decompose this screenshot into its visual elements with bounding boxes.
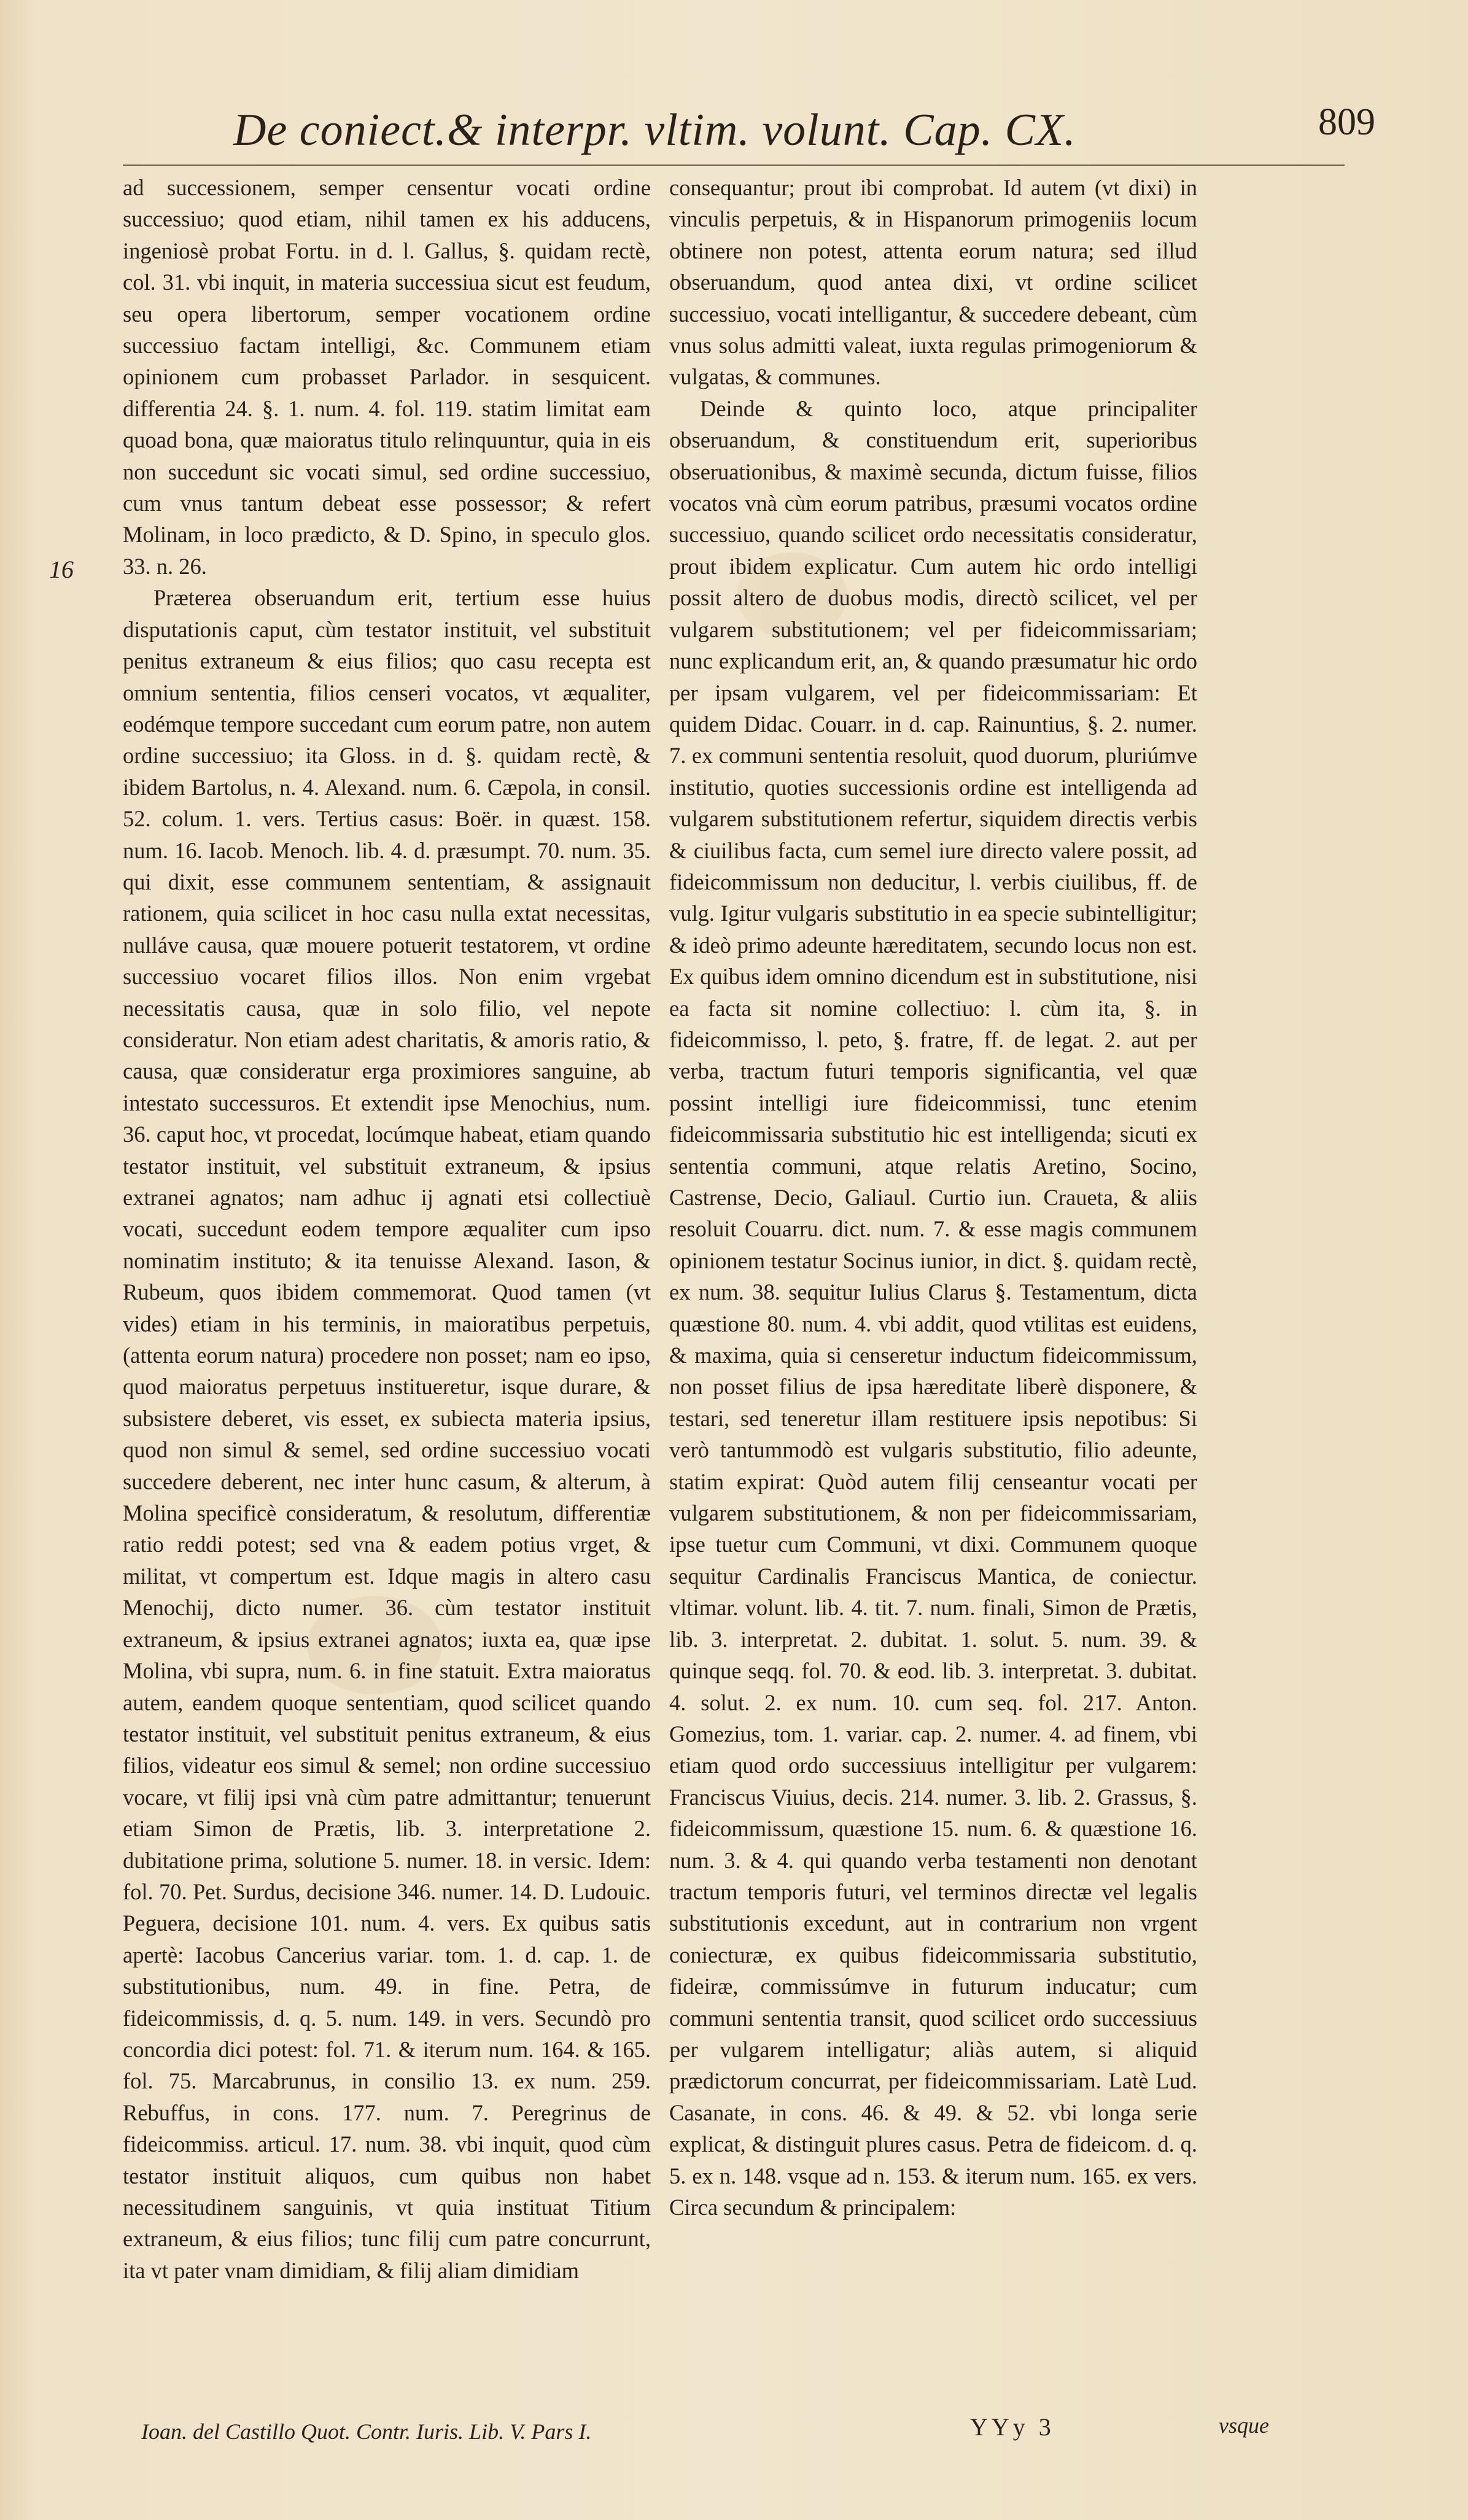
paragraph: consequantur; prout ibi comprobat. Id autem (vt dixi) in vinculis perpetuis, & in Hispanorum primogeniis locum obtinere non potest, attenta eorum natura; sed illud obseruandum, quod antea dixi, vt ordine scilicet successiuo, vocati intelligantur, & succedere debeant, cùm vnus solus admitti valeat, iuxta regulas primogeniorum & vulgatas, & communes. — [669, 175, 1197, 390]
paragraph: Deinde & quinto loco, atque principaliter obseruandum, & constituendum erit, superioribus obseruationibus, & maximè secunda, dictum fuisse, filios vocatos vnà cùm eorum patribus, præsumi vocatos ordine successiuo, quando scilicet ordo necessitatis consideratur, prout ibidem explicatur. Cum autem hic ordo intelligi possit altero de duobus modis, directò scilicet, vel per vulgarem substitutionem; vel per fideicommissariam; nunc explicandum erit, an, & quando præsumatur hic ordo per ipsam vulgarem, vel per fideicommissariam: Et quidem Didac. Couarr. in d. cap. Rainuntius, §. 2. numer. 7. ex communi sententia resoluit, quod duorum, pluriúmve institutio, quoties successionis ordine est intelligenda ad vulgarem substitutionem refertur, siquidem directis verbis & ciuilibus facta, cum semel iure directo valere possit, ad fideicommissum non deducitur, l. verbis ciuilibus, ff. de vulg. Igitur vulgaris substitutio in ea specie subintelligitur; & ideò primo adeunte hæreditatem, secundo locus non est. Ex quibus idem omnino dicendum est in substitutione, nisi ea facta sit nomine collectiuo: l. cùm ita, §. in fideicommisso, l. peto, §. fratre, ff. de legat. 2. aut per verba, tractum futuri temporis significantia, vel quæ possint intelligi iure fideicommissi, tunc etenim fideicommissaria substitutio hic est intelligenda; sicuti ex sententia communi, atque relatis Aretino, Socino, Castrense, Decio, Galiaul. Curtio iun. Craueta, & aliis resoluit Couarru. dict. num. 7. & esse magis communem opinionem testatur Socinus iunior, in dict. §. quidam rectè, ex num. 38. sequitur Iulius Clarus §. Testamentum, dicta quæstione 80. num. 4. vbi addit, quod vtilitas est euidens, & maxima, quia si censeretur inductum fideicommissum, non posset filius de ipsa hæreditate liberè disponere, & testari, sed teneretur illam restituere ipsis nepotibus: Si verò tantummodò est vulgaris substitutio, filio adeunte, statim expirat: Quòd autem filij censeantur vocati per vulgarem substitutionem, & non per fideicommissariam, ipse tuetur cum Communi, vt dixi. Communem quoque sequitur Cardinalis Franciscus Mantica, de coniectur. vltimar. volunt. lib. 4. tit. 7. num. finali, Simon de Prætis, lib. 3. interpretat. 2. dubitat. 1. solut. 5. num. 39. & quinque seqq. fol. 70. & eod. lib. 3. interpretat. 3. dubitat. 4. solut. 2. ex num. 10. cum seq. fol. 217. Anton. Gomezius, tom. 1. variar. cap. 2. numer. 4. ad finem, vbi etiam quod ordo successiuus intelligitur per vulgarem: Franciscus Viuius, decis. 214. numer. 3. lib. 2. Grassus, §. fideicommissum, quæstione 15. num. 6. & quæstione 16. num. 3. & 4. qui quando verba testamenti non denotant tractum temporis futuri, vel terminos directæ vel legalis substitutionis excedunt, aut in contrarium non vrgent coniecturæ, ex quibus fideicommissaria substitutio, fideiræ, commissúmve in futurum inducatur; cum communi sententia transit, quod scilicet ordo successiuus per vulgarem intelligatur; aliàs autem, si aliquid prædictorum concurrat, per fideicommissariam. Latè Lud. Casanate, in cons. 46. & 49. & 52. vbi longa serie explicat, & distinguit plures casus. Petra de fideicom. d. q. 5. ex n. 148. vsque ad n. 153. & iterum num. 165. ex vers. Circa secundum & principalem: — [669, 395, 1197, 2220]
left-column — [123, 172, 651, 2286]
page-header — [233, 101, 1375, 172]
paragraph: ad successionem, semper censentur vocati ordine successiuo; quod etiam, nihil tamen ex his adducens, ingeniosè probat Fortu. in d. l. Gallus, §. quidam rectè, col. 31. vbi inquit, in materia successiua sicut est feudum, seu opera libertorum, semper vocationem ordine successiuo factam intelligi, &c. Communem etiam opinionem cum probasset Parlador. in sesquicent. differentia 24. §. 1. num. 4. fol. 119. statim limitat eam quoad bona, quæ maioratus titulo relinquuntur, quia in eis non succedunt sic vocati simul, sed ordine successiuo, cum vnus tantum debeat esse possessor; & refert Molinam, in loco prædicto, & D. Spino, in speculo glos. 33. n. 26. — [123, 175, 651, 579]
footer-imprint: Ioan. del Castillo Quot. Contr. Iuris. Lib. V. Pars I. — [141, 2419, 592, 2444]
right-column — [669, 172, 1197, 2223]
header-rule — [123, 165, 1345, 166]
running-head: De coniect.& interpr. vltim. volunt. Cap. CX. — [233, 105, 1076, 155]
signature-mark: YYy 3 — [970, 2413, 1055, 2441]
catchword: vsque — [1219, 2413, 1269, 2438]
folio-number: 809 — [1318, 101, 1375, 143]
paragraph: Præterea obseruandum erit, tertium esse huius disputationis caput, cùm testator instituit, vel substituit penitus extraneum & eius filios; quo casu recepta est omnium sententia, filios censeri vocatos, vt æqualiter, eodémque tempore succedant cum eorum patre, non autem ordine successiuo; ita Gloss. in d. §. quidam rectè, & ibidem Bartolus, n. 4. Alexand. num. 6. Cæpola, in consil. 52. colum. 1. vers. Tertius casus: Boër. in quæst. 158. num. 16. Iacob. Menoch. lib. 4. d. præsumpt. 70. num. 35. qui dixit, esse communem sententiam, & assignauit rationem, quia scilicet in hoc casu nulla extat necessitas, nulláve causa, quæ mouere potuerit testatorem, vt ordine successiuo vocaret filios illos. Non enim vrgebat necessitatis causa, quæ in solo filio, vel nepote consideratur. Non etiam adest charitatis, & amoris ratio, & causa, quæ consideratur erga proximiores sanguine, ab intestato successuros. Et extendit ipse Menochius, num. 36. caput hoc, vt procedat, locúmque habeat, etiam quando testator instituit, vel substituit extraneum, & ipsius extranei agnatos; nam adhuc ij agnati etsi collectiuè vocati, succedunt eodem tempore æqualiter cum ipso nominatim instituto; & ita tenuisse Alexand. Iason, & Rubeum, quos ibidem commemorat. Quod tamen (vt vides) etiam in his terminis, in maioratibus perpetuis, (attenta eorum natura) procedere non posset; nam eo ipso, quod maioratus perpetuus institueretur, isque durare, & subsistere deberet, vis esset, ex subiecta materia ipsius, quod non simul & semel, sed ordine successiuo vocati succedere deberent, nec inter hunc casum, & alterum, à Molina specificè consideratum, & resolutum, differentiæ ratio reddi potest; sed vna & eadem potius vrget, & militat, vt compertum est. Idque magis in altero casu Menochij, dicto numer. 36. cùm testator instituit extraneum, & ipsius extranei agnatos; iuxta ea, quæ ipse Molina, vbi supra, num. 6. in fine statuit. Extra maioratus autem, eandem quoque sententiam, quod scilicet quando testator instituit, vel substituit penitus extraneum, & eius filios, videatur eos simul & semel; non ordine successiuo vocare, vt filij ipsi vnà cùm patre admittantur; tenuerunt etiam Simon de Prætis, lib. 3. interpretatione 2. dubitatione prima, solutione 5. numer. 18. in versic. Idem: fol. 70. Pet. Surdus, decisione 346. numer. 14. D. Ludouic. Peguera, decisione 101. num. 4. vers. Ex quibus satis apertè: Iacobus Cancerius variar. tom. 1. d. cap. 1. de substitutionibus, num. 49. in fine. Petra, de fideicommissis, d. q. 5. num. 149. in vers. Secundò pro concordia dici potest: fol. 71. & iterum num. 164. & 165. fol. 75. Marcabrunus, in consilio 13. ex num. 259. Rebuffus, in cons. 177. num. 7. Peregrinus de fideicommiss. articul. 17. num. 38. vbi inquit, quod cùm testator instituit aliquos, cum quibus non habet necessitudinem sanguinis, vt quia instituat Titium extraneum, & eius filios; tunc filij cum patre concurrunt, ita vt pater vnam dimidiam, & filij aliam dimidiam — [123, 585, 651, 2283]
marginal-number: 16 — [49, 556, 74, 583]
